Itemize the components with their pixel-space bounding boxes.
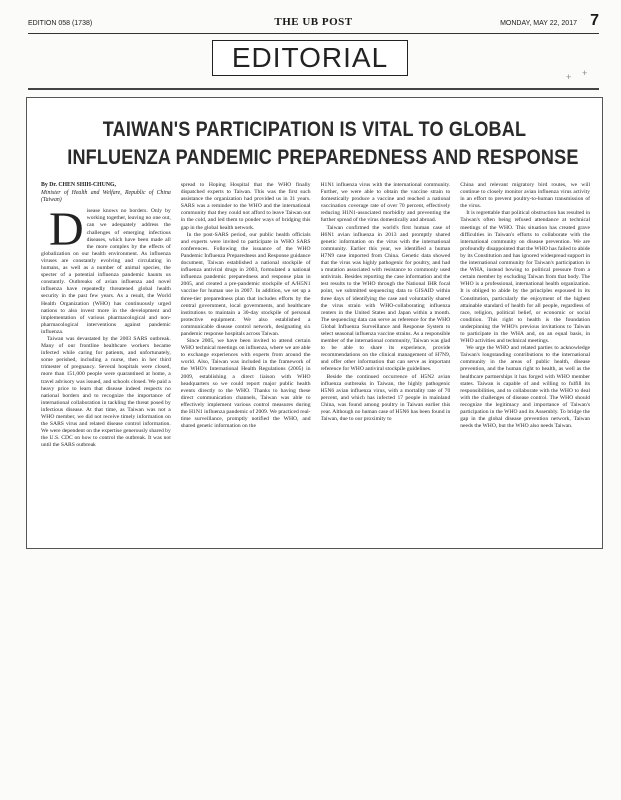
paragraph: Taiwan confirmed the world's first human case of H6N1 avian influenza in 2013 and promptly shared genetic information on the virus with the international community. Earlier this year, we identified a human H7N9 case imported from China. Genetic data showed that the virus was highly pathogenic for poultry, and had a mutation associated with resistance to commonly used antivirals. Besides reporting the case information and the test results to the WHO through the National IHR focal point, we submitted sequencing data to GISAID within three days of identifying the case and voluntarily shared the virus strain with WHO-collaborating influenza centers in the United States and Japan within a month. The sequencing data can serve as reference for the WHO Global Influenza Surveillance and Response System to select seasonal influenza vaccine strains. As a responsible member of the international community, Taiwan was glad to be able to share its experience, provide recommendations on the clinical management of H7N9, and offer other information that can serve as important reference for WHO antiviral stockpile guidelines. bbox=[320, 224, 451, 373]
section-label: EDITORIAL bbox=[212, 40, 408, 76]
paragraph: H1N1 influenza virus with the international community. Further, we were able to obtain the vaccine strain to domestically produce a vaccine and reached a national vaccination coverage rate of over 70 percent, effectively reducing H1N1-associated morbidity and preventing the further spread of the virus domestically and abroad. bbox=[320, 182, 451, 224]
top-rule bbox=[28, 33, 599, 34]
drop-cap: D bbox=[49, 203, 84, 257]
column-2 bbox=[181, 182, 311, 540]
masthead bbox=[28, 14, 599, 34]
section-rule bbox=[28, 88, 599, 90]
paragraph: It is regrettable that political obstruction has resulted in Taiwan's often being refused attendance at technical meetings of the WHO. This situation has created grave difficulties in Taiwan's efforts to collaborate with the international community on disease prevention. We are profoundly disappointed that the WHO has failed to abide by its Constitution and has ignored widespread support in the international community for Taiwan's participation in the WHA, instead bowing to political pressure from a certain member by excluding Taiwan from that body. The WHO is a professional, international health organization. It is obliged to abide by the principles espoused in its Constitution, particularly the enjoyment of the highest attainable standard of health for all people, regardless of race, religion, political belief, or economic or social condition. This right to health is the foundation underpinning the WHO's previous invitations to Taiwan to participate in the WHA and, on an equal basis, in WHO activities and technical meetings. bbox=[460, 210, 590, 345]
page-number: 7 bbox=[590, 12, 599, 29]
paragraph: China and relevant migratory bird routes, we will continue to closely monitor avian influenza virus activity in an effort to prevent poultry-to-human transmission of the virus. bbox=[460, 182, 590, 210]
paragraph: isease knows no borders. Only by working together, leaving no one out, can we adequately address the challenges of emerging infectious diseases, which have been made all the more complex by the effects of globalization on our health environment. As influenza viruses are constantly evolving and circulating in humans, as well as a number of animal species, the specter of a potential influenza pandemic haunts us constantly. Outbreaks of avian influenza and novel influenza have repeatedly threatened global health security in the past few years. As a result, the World Health Organization (WHO) has continuously urged nations to also invest more in the development and implementation of various pharmacological and non-pharmacological interventions against pandemic influenza. bbox=[41, 208, 171, 335]
column-1 bbox=[41, 182, 171, 540]
column-3 bbox=[321, 182, 451, 540]
byline-author: By Dr. CHEN SHIH-CHUNG, bbox=[41, 182, 116, 188]
edition-number: EDITION 058 (1738) bbox=[28, 20, 93, 27]
issue-date: MONDAY, MAY 22, 2017 bbox=[500, 20, 577, 27]
byline-role: Minister of Health and Welfare, Republic of China (Taiwan) bbox=[41, 190, 171, 204]
paragraph: In the post-SARS period, our public health officials and experts were invited to participate in WHO SARS conferences. Following the issuance of the WHO Pandemic Influenza Preparedness and Response guidance document, Taiwan established a national stockpile of influenza antiviral drugs in 2003, formulated a national influenza pandemic preparedness and response plan in 2005, and created a pre-pandemic stockpile of A/H5N1 vaccine for human use in 2007. In addition, we set up a three-tier preparedness plan that includes efforts by the central government, local governments, and healthcare institutions to maintain a 30-day stockpile of personal protective equipment. We also established a communicable disease control network, designating six pandemic response hospitals across Taiwan. bbox=[180, 231, 311, 337]
paragraph: Since 2005, we have been invited to attend certain WHO technical meetings on influenza, where we are able to exchange experiences with experts from around the world. Also, Taiwan was included in the framework of the WHO's International Health Regulations (2005) in 2009, establishing a direct liaison with WHO headquarters so we could report major public health events directly to the WHO. Thanks to having these direct communication channels, Taiwan was able to effectively implement various control measures during the H1N1 influenza pandemic of 2009. We practiced real-time surveillance, promptly notified the WHO, and shared genetic information on the bbox=[180, 338, 311, 430]
column-4 bbox=[460, 182, 590, 540]
registration-mark: + bbox=[566, 72, 572, 82]
registration-mark: + bbox=[582, 68, 588, 78]
headline-line-1: TAIWAN'S PARTICIPATION IS VITAL TO GLOBAL bbox=[102, 118, 527, 141]
headline-line-2: INFLUENZA PANDEMIC PREPAREDNESS AND RESPONSE bbox=[67, 146, 579, 169]
paper-name: THE UB POST bbox=[274, 16, 353, 28]
headline bbox=[67, 116, 579, 172]
paragraph: We urge the WHO and related parties to acknowledge Taiwan's longstanding contributions to the international community in the areas of public health, disease prevention, and the human right to health, as well as the healthcare partnerships it has forged with WHO member states. Taiwan is capable of and willing to fulfill its responsibilities, and to collaborate with the WHO to deal with the challenges of disease control. The WHO should recognize the legitimacy and importance of Taiwan's participation in the WHO and its Assembly. To bridge the gap in the global disease prevention network, Taiwan needs the WHO, but the WHO also needs Taiwan. bbox=[460, 345, 590, 430]
article-columns bbox=[41, 182, 590, 540]
paragraph: spread to Hoping Hospital that the WHO finally dispatched experts to Taiwan. This was the first such assistance the organization had provided us in 31 years. SARS was a reminder to the WHO and the international community that they could not afford to leave Taiwan out in the cold, and led them to ponder ways of bridging this gap in the global health network. bbox=[180, 182, 311, 231]
article bbox=[26, 97, 603, 549]
paragraph: Taiwan was devastated by the 2003 SARS outbreak. Many of our frontline healthcare workers became infected while caring for patients, and unfortunately, some perished, including a nurse, then in her third trimester of pregnancy. Several hospitals were closed, more than 151,000 people were quarantined at home, a travel advisory was issued, and schools closed. We paid a heavy price to learn that disease indeed respects no national borders and to recognize the importance of international collaboration in tackling the threat posed by infectious disease. At that time, as Taiwan was not a WHO member, we did not receive timely information on the SARS virus and related disease control information. We were dependent on the expertise generously shared by the U.S. CDC on how to control the outbreak. It was not until the SARS outbreak bbox=[41, 335, 171, 449]
paragraph: Beside the continued occurrence of H5N2 avian influenza outbreaks in Taiwan, the highly pathogenic H5N6 avian influenza virus, with a mortality rate of 70 percent, and which has infected 17 people in mainland China, was found among poultry in Taiwan earlier this year. Although no human case of H5N6 has been found in Taiwan, due to our proximity to bbox=[320, 373, 451, 423]
